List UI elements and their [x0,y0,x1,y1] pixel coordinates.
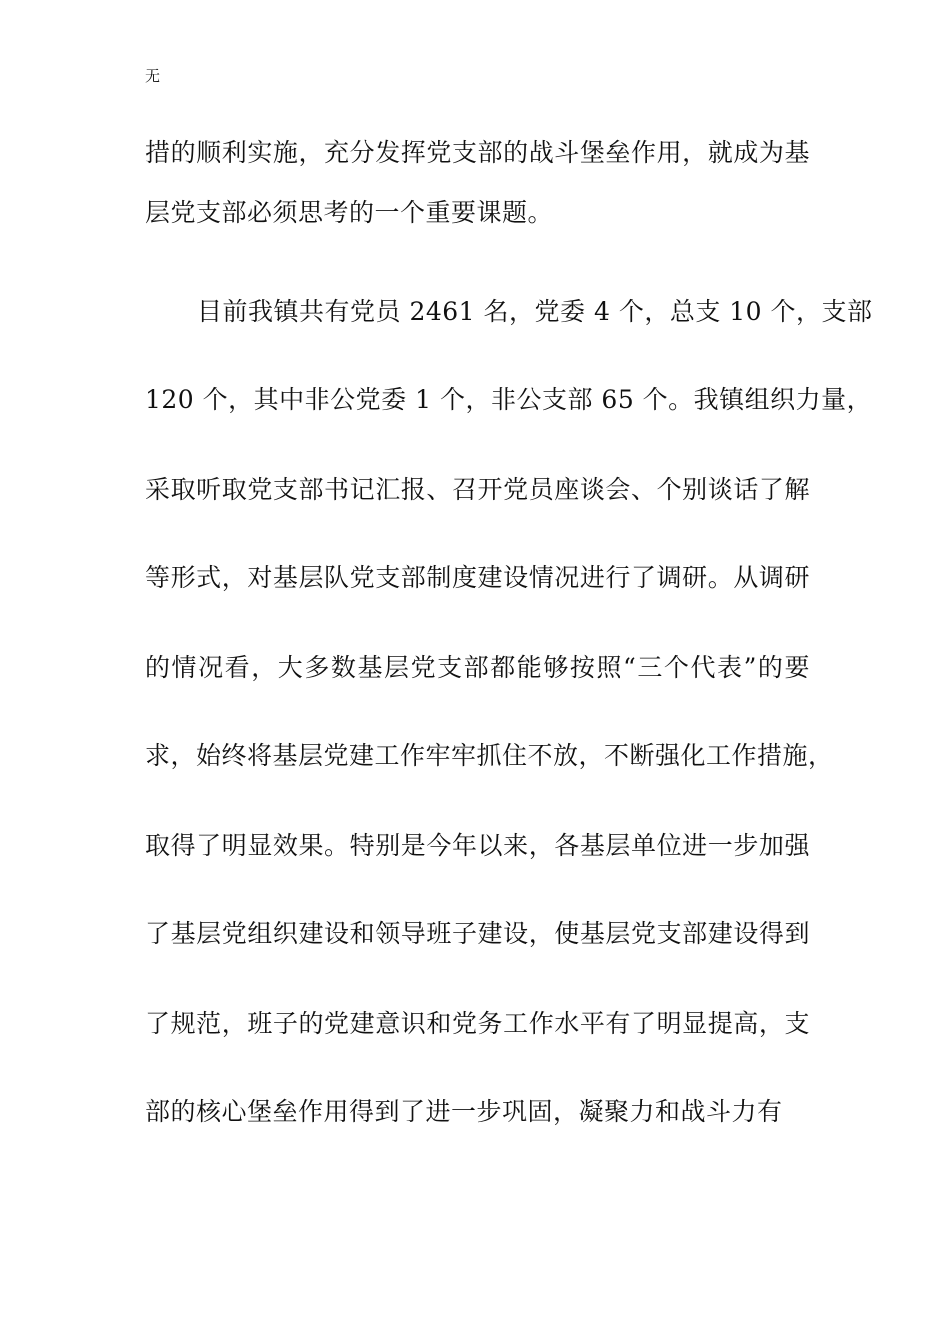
page-header-label: 无 [145,67,161,85]
paragraph-line: 措的顺利实施，充分发挥党支部的战斗堡垒作用，就成为基 [145,138,810,167]
paragraph-line: 层党支部必须思考的一个重要课题。 [145,198,554,227]
paragraph-line: 120 个，其中非公党委 1 个，非公支部 65 个。我镇组织力量， [145,385,873,414]
paragraph-line: 部的核心堡垒作用得到了进一步巩固，凝聚力和战斗力有 [145,1097,783,1126]
paragraph-line: 的情况看，大多数基层党支部都能够按照“三个代表”的要 [145,653,810,682]
paragraph-line: 取得了明显效果。特别是今年以来，各基层单位进一步加强 [145,831,810,860]
paragraph-line: 等形式，对基层队党支部制度建设情况进行了调研。从调研 [145,563,810,592]
paragraph-line: 目前我镇共有党员 2461 名，党委 4 个，总支 10 个，支部 [197,297,873,326]
paragraph-line: 采取听取党支部书记汇报、召开党员座谈会、个别谈话了解 [145,475,810,504]
paragraph-line: 求，始终将基层党建工作牢牢抓住不放，不断强化工作措施， [145,741,834,770]
paragraph-line: 了规范，班子的党建意识和党务工作水平有了明显提高，支 [145,1009,810,1038]
paragraph-line: 了基层党组织建设和领导班子建设，使基层党支部建设得到 [145,919,810,948]
